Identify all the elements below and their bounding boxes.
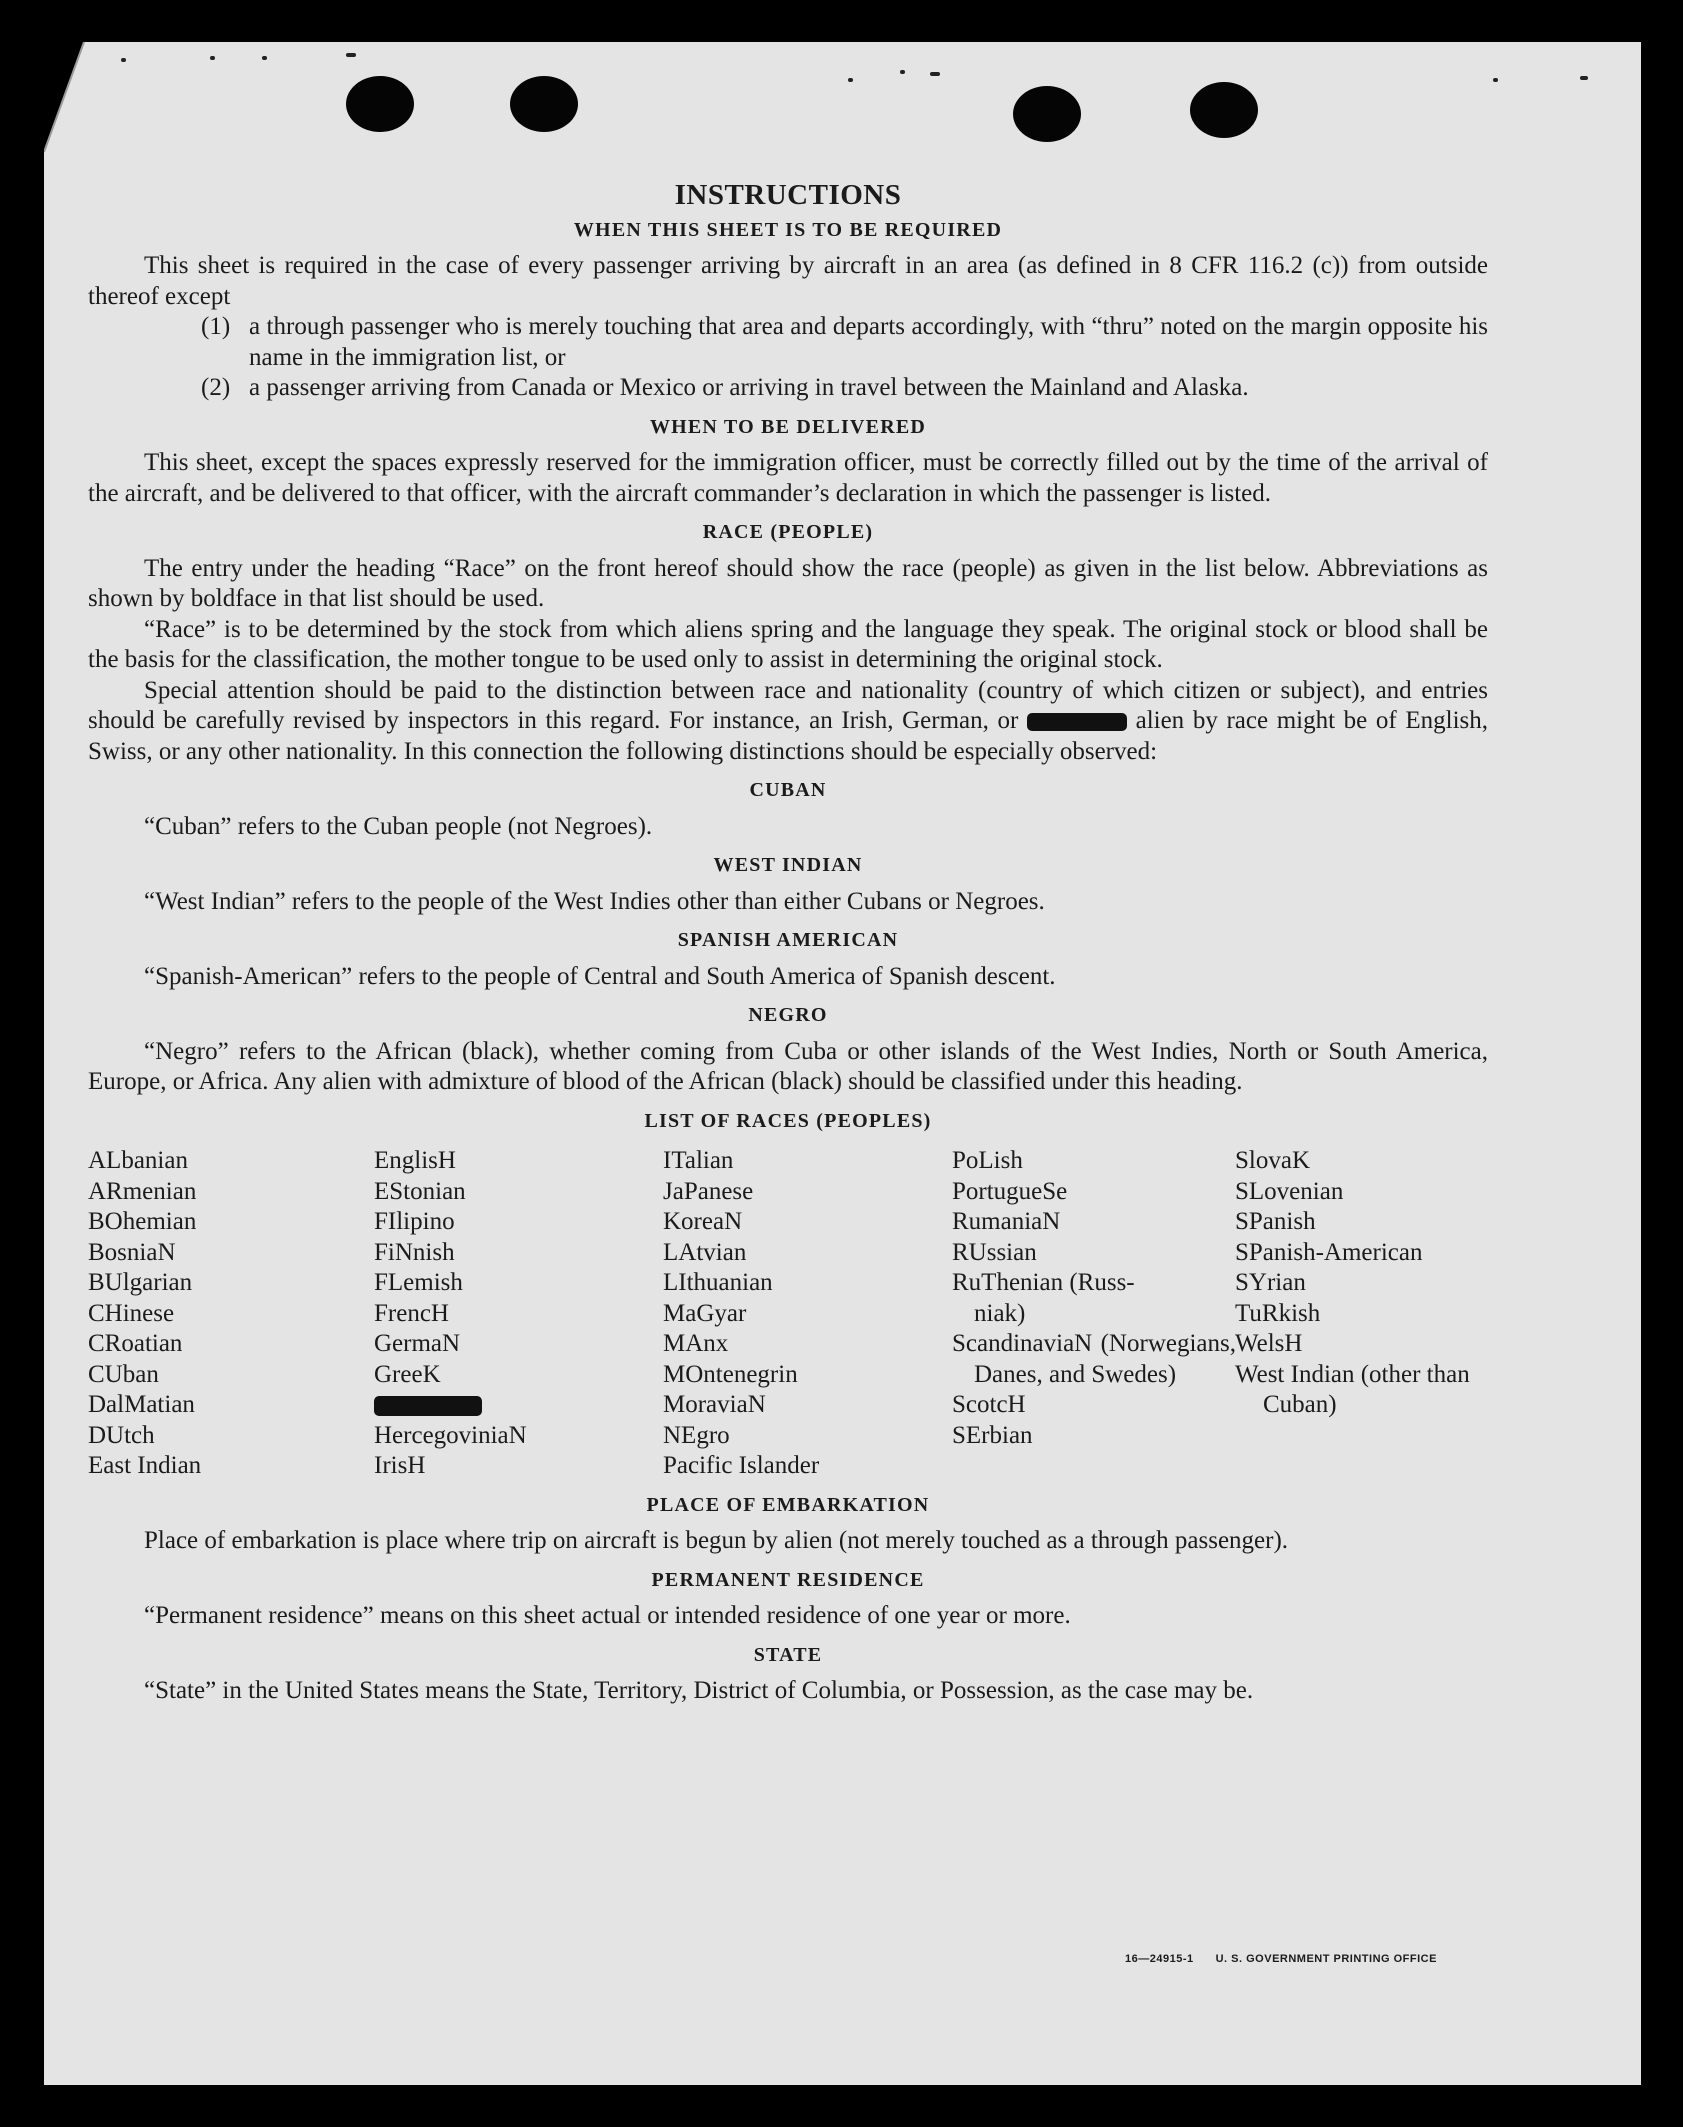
heading-when-required: WHEN THIS SHEET IS TO BE REQUIRED bbox=[573, 218, 1003, 241]
race-item: SPanish-American bbox=[1235, 1238, 1423, 1266]
negro-text: “Negro” refers to the African (black), whether coming from Cuba or other islands of the West Indies, North or South America, Europe, or Africa. Any alien with admixture of blood of the African (black) should be classified under this heading. bbox=[88, 1037, 1488, 1095]
race-item: LAtvian bbox=[663, 1238, 747, 1266]
race-item: MAnx bbox=[663, 1330, 729, 1357]
race-item: RumaniaN bbox=[952, 1208, 1061, 1235]
race-item: PortugueSe bbox=[952, 1177, 1068, 1205]
race-item: GreeK bbox=[374, 1360, 441, 1388]
race-item: SPanish bbox=[1235, 1208, 1316, 1235]
race-paragraph-1: The entry under the heading “Race” on the front hereof should show the race (people) as given in the list below. Abbreviations as shown by boldface in that list should be used. bbox=[88, 554, 1488, 612]
race-item: CHinese bbox=[88, 1299, 175, 1327]
when-delivered-text: This sheet, except the spaces expressly reserved for the immigration officer, must be correctly filled out by the time of the arrival of the aircraft, and be delivered to that officer, with the aircraft commander’s declaration in which the passenger is listed. bbox=[88, 449, 1488, 507]
speck bbox=[1493, 78, 1498, 82]
cuban-text: “Cuban” refers to the Cuban people (not Negroes). bbox=[144, 812, 653, 840]
race-item: ARmenian bbox=[88, 1177, 197, 1205]
race-item: SErbian bbox=[952, 1421, 1033, 1449]
item-number: (1) bbox=[201, 313, 231, 340]
punch-hole bbox=[510, 76, 578, 132]
race-item: NEgro bbox=[663, 1421, 730, 1449]
heading-negro: NEGRO bbox=[748, 1004, 828, 1026]
redaction-mark bbox=[374, 1396, 482, 1416]
race-item: FrencH bbox=[374, 1299, 449, 1327]
heading-spanish-american: SPANISH AMERICAN bbox=[677, 929, 899, 951]
race-item: BosniaN bbox=[88, 1238, 176, 1266]
race-item: GermaN bbox=[374, 1330, 461, 1357]
race-column-4 bbox=[952, 1146, 1235, 1482]
race-item: EStonian bbox=[374, 1177, 466, 1205]
race-column-3 bbox=[663, 1146, 952, 1482]
when-required-intro: This sheet is required in the case of every passenger arriving by aircraft in an area (as defined in 8 CFR 116.2 (c)) from outside thereof except bbox=[88, 252, 1488, 310]
speck bbox=[346, 53, 356, 57]
race-item: JaPanese bbox=[663, 1177, 754, 1205]
heading-list-of-races: LIST OF RACES (PEOPLES) bbox=[644, 1109, 932, 1132]
heading-state: STATE bbox=[753, 1643, 823, 1666]
exception-item-1 bbox=[88, 312, 1488, 373]
punch-hole bbox=[1190, 82, 1258, 138]
speck bbox=[262, 56, 267, 60]
state-text: “State” in the United States means the State, Territory, District of Columbia, or Possession, as the case may be. bbox=[144, 1677, 1254, 1704]
speck bbox=[930, 72, 940, 76]
race-paragraph-3 bbox=[88, 676, 1488, 768]
print-footer bbox=[1125, 1953, 1459, 1965]
race-item: ALbanian bbox=[88, 1147, 188, 1174]
race-item: Pacific Islander bbox=[663, 1452, 820, 1479]
heading-west-indian: WEST INDIAN bbox=[713, 854, 863, 876]
race-item: MaGyar bbox=[663, 1299, 747, 1327]
race-item: ITalian bbox=[663, 1147, 734, 1174]
item-text: a through passenger who is merely touching that area and departs accordingly, with “thru” noted on the margin opposite his name in the immigration list, or bbox=[249, 313, 1488, 371]
spanish-american-text: “Spanish-American” refers to the people of Central and South America of Spanish descent. bbox=[144, 962, 1056, 990]
race-item: WelsH bbox=[1235, 1330, 1303, 1357]
heading-cuban: CUBAN bbox=[749, 779, 827, 801]
race-list bbox=[88, 1146, 1488, 1482]
printer-name: U. S. GOVERNMENT PRINTING OFFICE bbox=[1215, 1953, 1437, 1965]
race-item: MOntenegrin bbox=[663, 1360, 798, 1388]
race-item: BOhemian bbox=[88, 1208, 197, 1235]
race-paragraph-2: “Race” is to be determined by the stock from which aliens spring and the language they speak. The original stock or blood shall be the basis for the classification, the mother tongue to be used only to assist in determining the original stock. bbox=[88, 615, 1488, 673]
race-item: ScotcH bbox=[952, 1391, 1026, 1418]
heading-when-delivered: WHEN TO BE DELIVERED bbox=[649, 415, 927, 438]
race-column-2 bbox=[374, 1146, 663, 1482]
race-column-1 bbox=[88, 1146, 374, 1482]
race-column-5 bbox=[1235, 1146, 1485, 1482]
race-item: KoreaN bbox=[663, 1208, 743, 1235]
race-item: SlovaK bbox=[1235, 1147, 1310, 1174]
heading-race: RACE (PEOPLE) bbox=[702, 521, 874, 543]
race-item: RUssian bbox=[952, 1238, 1037, 1266]
item-text: a passenger arriving from Canada or Mexico or arriving in travel between the Mainland and Alaska. bbox=[249, 374, 1249, 401]
exception-item-2 bbox=[88, 373, 1488, 404]
embarkation-text: Place of embarkation is place where trip on aircraft is begun by alien (not merely touched as a through passenger). bbox=[144, 1527, 1289, 1554]
item-number: (2) bbox=[201, 374, 231, 401]
race-item: West Indian (other than Cuban) bbox=[1235, 1360, 1470, 1418]
punch-hole bbox=[1013, 86, 1081, 142]
speck bbox=[121, 58, 126, 62]
form-number: 16—24915-1 bbox=[1125, 1953, 1194, 1965]
race-item: HercegoviniaN bbox=[374, 1421, 527, 1449]
race-item: SYrian bbox=[1235, 1269, 1306, 1296]
race-item: PoLish bbox=[952, 1147, 1023, 1174]
race-paragraph-3-start: Special attention should be paid to the distinction between race and nationality (country of which citizen or subject), and entries should be carefully revised by inspectors in this regard. For instance, an Irish, German, or bbox=[88, 676, 1488, 734]
race-item: CRoatian bbox=[88, 1330, 183, 1357]
punch-hole bbox=[346, 76, 414, 132]
page-title: INSTRUCTIONS bbox=[674, 179, 902, 211]
race-item: LIthuanian bbox=[663, 1269, 773, 1296]
race-item: SLovenian bbox=[1235, 1177, 1344, 1205]
race-item: CUban bbox=[88, 1360, 159, 1388]
heading-embarkation: PLACE OF EMBARKATION bbox=[646, 1493, 930, 1516]
race-item: TuRkish bbox=[1235, 1299, 1321, 1327]
race-item: BUlgarian bbox=[88, 1269, 193, 1296]
race-item: DUtch bbox=[88, 1421, 155, 1449]
race-item: IrisH bbox=[374, 1452, 426, 1479]
heading-permanent-residence: PERMANENT RESIDENCE bbox=[651, 1568, 925, 1591]
race-item: MoraviaN bbox=[663, 1391, 766, 1418]
race-item: FiNnish bbox=[374, 1238, 455, 1266]
race-item: East Indian bbox=[88, 1452, 202, 1479]
race-paragraph-3-end: alien by race might be of English, Swiss, or any other nationality. In this connection the following distinctions should be especially observed: bbox=[88, 707, 1488, 765]
permanent-residence-text: “Permanent residence” means on this sheet actual or intended residence of one year or more. bbox=[144, 1602, 1071, 1629]
race-item: DalMatian bbox=[88, 1391, 195, 1418]
race-item-redacted bbox=[374, 1390, 663, 1421]
race-item: EnglisH bbox=[374, 1147, 456, 1174]
west-indian-text: “West Indian” refers to the people of the West Indies other than either Cubans or Negroes. bbox=[144, 887, 1045, 915]
speck bbox=[210, 56, 215, 60]
race-item: RuThenian (Russ- bbox=[952, 1269, 1135, 1296]
race-item: niak) bbox=[974, 1299, 1026, 1327]
instructions-body bbox=[88, 180, 1488, 1707]
race-item: FLemish bbox=[374, 1269, 463, 1296]
speck bbox=[1580, 76, 1588, 80]
redaction-mark bbox=[1027, 713, 1127, 731]
speck bbox=[900, 70, 905, 74]
speck bbox=[848, 78, 853, 82]
race-item: FIlipino bbox=[374, 1208, 455, 1235]
race-item: ScandinaviaN (Norwegians, Danes, and Swedes) bbox=[952, 1330, 1236, 1388]
